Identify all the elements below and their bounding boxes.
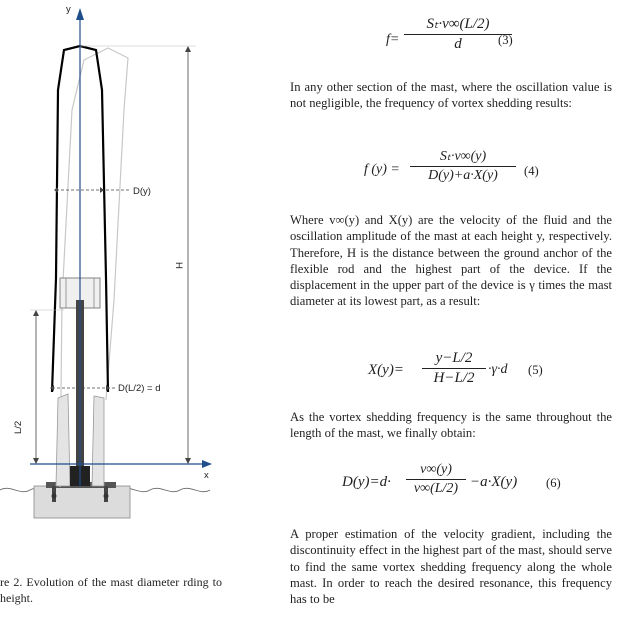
mast-diameter-figure	[0, 0, 270, 560]
eq6-numerator: v∞(y)	[406, 462, 466, 480]
dl2-label: D(L/2) = d	[118, 383, 161, 394]
eq5-tail: ·γ·d	[488, 362, 508, 377]
eq5-fraction	[422, 350, 486, 387]
y-axis-label: y	[66, 4, 71, 15]
h-label: H	[173, 262, 184, 269]
paragraph-3: As the vortex shedding frequency is the same throughout the length of the mast, we finally obtain:	[290, 410, 612, 441]
y-axis-arrow	[76, 8, 84, 20]
lower-profile-right	[92, 396, 104, 486]
equation-4	[364, 148, 614, 194]
eq6-number: (6)	[546, 476, 561, 490]
dy-label: D(y)	[133, 186, 151, 197]
l2-label: L/2	[13, 420, 24, 434]
eq5-numerator: y−L/2	[422, 350, 486, 369]
equation-5	[368, 350, 614, 392]
equation-3	[386, 14, 612, 62]
eq3-denominator: d	[454, 36, 462, 52]
eq5-number: (5)	[528, 363, 543, 377]
eq4-numerator: Sₜ·v∞(y)	[410, 148, 516, 167]
eq6-tail: −a·X(y)	[470, 474, 518, 490]
foundation-block	[34, 486, 130, 518]
paragraph-2: Where v∞(y) and X(y) are the velocity of the fluid and the oscillation amplitude of the mast at each height y, respectively. Therefore, H is the distance between the ground anchor of the flexible rod and the highest part of the device. If the displacement in the upper part of the device is γ times the mast diameter at its lowest part, as a result:	[290, 213, 612, 309]
eq4-fraction	[410, 148, 516, 184]
eq5-lhs: X(y)=	[368, 362, 404, 378]
equation-6	[342, 462, 614, 506]
paragraph-1: In any other section of the mast, where the oscillation value is not negligible, the frequency of vortex shedding results:	[290, 80, 612, 111]
eq3-fraction	[404, 14, 512, 53]
paragraph-4: A proper estimation of the velocity gradient, including the discontinuity effect in the highest part of the mast, should serve to find the same vortex shedding frequency along the whole mast. In order to reach the desired resonance, this frequency has to be	[290, 527, 612, 607]
eq4-denominator: D(y)+a·X(y)	[428, 168, 498, 183]
eq3-numerator: Sₜ·v∞(L/2)	[404, 14, 512, 35]
eq3-lhs: f=	[386, 32, 400, 47]
eq5-denominator: H−L/2	[433, 370, 475, 386]
x-axis-arrow	[202, 460, 212, 468]
x-axis-label: x	[204, 470, 209, 481]
eq6-lhs: D(y)=d·	[342, 474, 391, 490]
figure-caption: re 2. Evolution of the mast diameter rding to height.	[0, 575, 222, 605]
lower-profile-left	[56, 394, 70, 486]
eq6-denominator: v∞(L/2)	[413, 481, 459, 496]
eq4-lhs: f (y) =	[364, 162, 400, 177]
eq6-fraction	[406, 462, 466, 497]
eq4-number: (4)	[524, 164, 539, 178]
eq3-number: (3)	[498, 33, 513, 47]
